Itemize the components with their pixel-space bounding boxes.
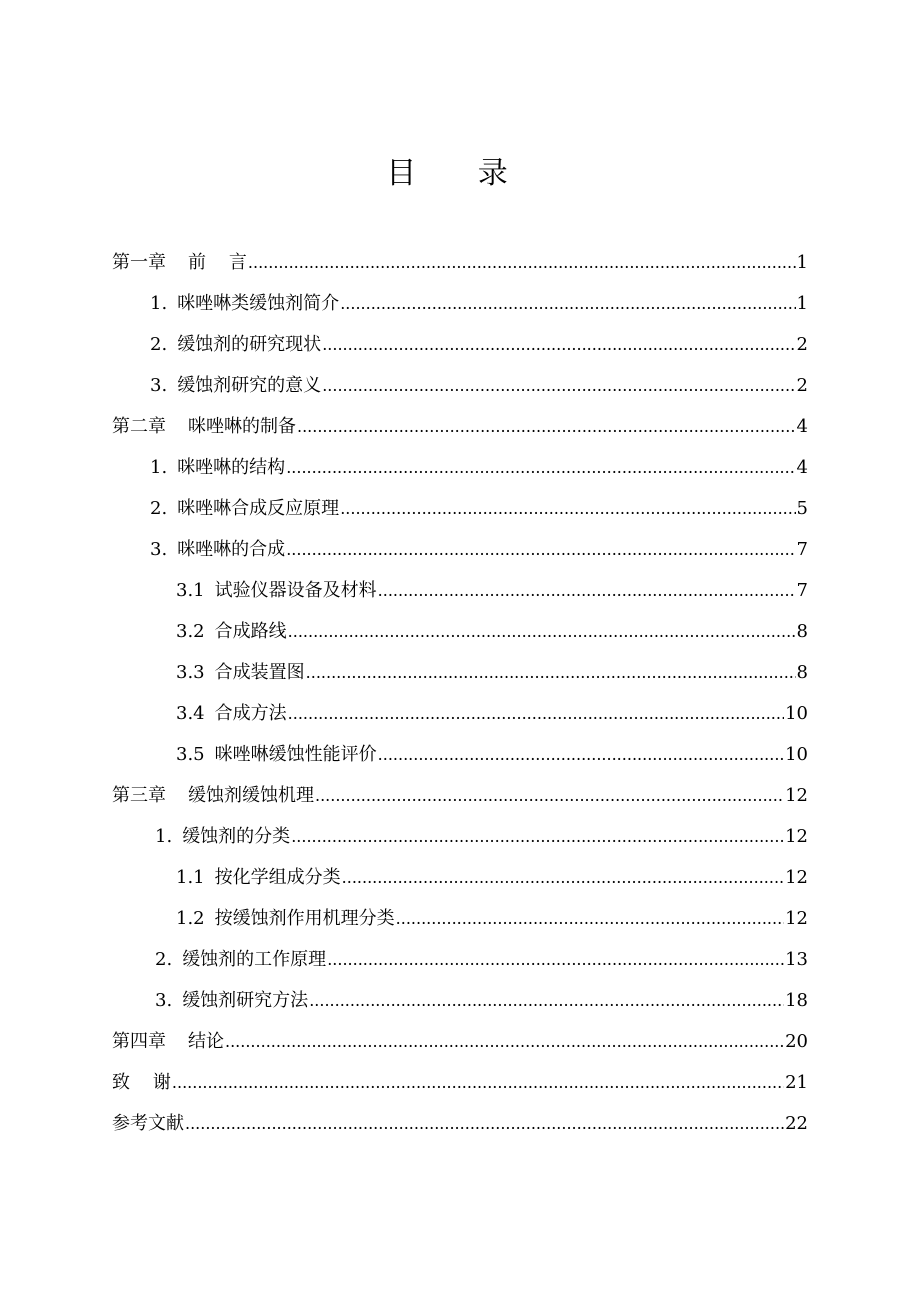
entry-text: 合成路线 <box>214 621 287 642</box>
section-number: 3.2 <box>176 621 205 642</box>
toc-entry-label <box>176 898 395 939</box>
entry-text: 缓蚀剂研究的意义 <box>177 375 322 396</box>
dot-leader <box>225 1021 784 1062</box>
dot-leader <box>288 693 784 734</box>
section-number: 1.1 <box>176 867 205 888</box>
entry-text: 咪唑啉的合成 <box>177 539 286 560</box>
page-title: 目 录 <box>386 156 534 191</box>
page-number: 5 <box>796 498 808 519</box>
toc-entry-label <box>155 980 308 1021</box>
dot-leader <box>315 775 784 816</box>
toc-entry-2-3-5[interactable] <box>112 734 808 775</box>
page-number: 12 <box>785 785 808 806</box>
entry-text: 咪唑啉合成反应原理 <box>177 498 340 519</box>
section-number: 3.4 <box>176 703 205 724</box>
toc-entry-label <box>150 365 321 406</box>
entry-text: 合成装置图 <box>214 662 305 683</box>
dot-leader <box>342 857 784 898</box>
entry-text: 结论 <box>188 1031 224 1052</box>
toc-entry-chapter-2[interactable] <box>112 406 808 447</box>
toc-entry-label <box>176 611 287 652</box>
toc-entry-label <box>150 324 321 365</box>
toc-entry-label <box>112 1062 171 1103</box>
dot-leader <box>288 611 796 652</box>
dot-leader <box>185 1103 784 1144</box>
chapter-label: 第三章 <box>112 785 166 806</box>
page-number: 21 <box>785 1072 808 1093</box>
entry-text: 按缓蚀剂作用机理分类 <box>214 908 395 929</box>
entry-text: 缓蚀剂的研究现状 <box>177 334 322 355</box>
toc-entry-label <box>155 939 326 980</box>
page-number: 8 <box>796 621 808 642</box>
toc-entry-label <box>176 652 305 693</box>
toc-entry-label <box>176 857 341 898</box>
page-number: 20 <box>785 1031 808 1052</box>
toc-entry-2-3-4[interactable] <box>112 693 808 734</box>
dot-leader <box>172 1062 784 1103</box>
section-number: 1. <box>150 293 168 314</box>
section-number: 2. <box>150 334 168 355</box>
toc-entry-label <box>112 406 296 447</box>
section-number: 1. <box>150 457 168 478</box>
page-number: 10 <box>785 703 808 724</box>
toc-entry-label <box>176 570 377 611</box>
section-number: 3. <box>155 990 173 1011</box>
page-number: 12 <box>785 826 808 847</box>
toc-entry-references[interactable] <box>112 1103 808 1144</box>
dot-leader <box>309 980 784 1021</box>
entry-text: 前 言 <box>188 252 247 273</box>
page-number: 7 <box>796 580 808 601</box>
entry-text: 缓蚀剂研究方法 <box>182 990 309 1011</box>
entry-text: 合成方法 <box>214 703 287 724</box>
page-number: 12 <box>785 908 808 929</box>
toc-entry-chapter-4[interactable] <box>112 1021 808 1062</box>
page-number: 2 <box>796 334 808 355</box>
toc-entry-chapter-1[interactable] <box>112 242 808 283</box>
page-number: 18 <box>785 990 808 1011</box>
entry-text: 缓蚀剂缓蚀机理 <box>188 785 314 806</box>
section-number: 3. <box>150 539 168 560</box>
page-number: 4 <box>796 416 808 437</box>
toc-entry-label <box>176 693 287 734</box>
entry-text: 按化学组成分类 <box>214 867 341 888</box>
dot-leader <box>340 488 795 529</box>
toc-entry-3-2[interactable] <box>112 939 808 980</box>
toc-entry-1-1[interactable] <box>112 283 808 324</box>
toc-entry-3-1[interactable] <box>112 816 808 857</box>
dot-leader <box>306 652 796 693</box>
entry-text: 缓蚀剂的分类 <box>182 826 291 847</box>
dot-leader <box>340 283 795 324</box>
table-of-contents <box>112 242 808 1144</box>
page-number: 12 <box>785 867 808 888</box>
section-number: 3.1 <box>176 580 205 601</box>
page-number: 1 <box>796 252 808 273</box>
entry-text: 试验仪器设备及材料 <box>214 580 377 601</box>
entry-text: 咪唑啉缓蚀性能评价 <box>214 744 377 765</box>
dot-leader <box>322 324 795 365</box>
entry-text: 咪唑啉的制备 <box>188 416 296 437</box>
toc-entry-2-3-1[interactable] <box>112 570 808 611</box>
toc-entry-2-2[interactable] <box>112 488 808 529</box>
toc-entry-chapter-3[interactable] <box>112 775 808 816</box>
page-number: 10 <box>785 744 808 765</box>
entry-text: 缓蚀剂的工作原理 <box>182 949 327 970</box>
toc-entry-label <box>150 283 339 324</box>
dot-leader <box>291 816 784 857</box>
dot-leader <box>286 447 795 488</box>
dot-leader <box>327 939 784 980</box>
page-number: 7 <box>796 539 808 560</box>
toc-entry-label <box>176 734 377 775</box>
chapter-label: 第一章 <box>112 252 166 273</box>
section-number: 3.5 <box>176 744 205 765</box>
toc-entry-2-1[interactable] <box>112 447 808 488</box>
toc-entry-label <box>112 775 314 816</box>
section-number: 3.3 <box>176 662 205 683</box>
section-number: 2. <box>150 498 168 519</box>
entry-text: 咪唑啉的结构 <box>177 457 286 478</box>
dot-leader <box>286 529 795 570</box>
toc-entry-label <box>150 529 285 570</box>
toc-entry-2-3[interactable] <box>112 529 808 570</box>
toc-entry-acknowledgements[interactable] <box>112 1062 808 1103</box>
toc-entry-3-1-1[interactable] <box>112 857 808 898</box>
toc-entry-2-3-2[interactable] <box>112 611 808 652</box>
dot-leader <box>396 898 784 939</box>
chapter-label: 第二章 <box>112 416 166 437</box>
page-number: 1 <box>796 293 808 314</box>
section-number: 3. <box>150 375 168 396</box>
toc-entry-3-1-2[interactable] <box>112 898 808 939</box>
section-number: 2. <box>155 949 173 970</box>
dot-leader <box>378 734 784 775</box>
toc-entry-label <box>112 1103 184 1144</box>
page-number: 22 <box>785 1113 808 1134</box>
dot-leader <box>378 570 796 611</box>
page-number: 13 <box>785 949 808 970</box>
toc-entry-label <box>112 1021 224 1062</box>
dot-leader <box>248 242 796 283</box>
toc-entry-3-3[interactable] <box>112 980 808 1021</box>
chapter-label: 第四章 <box>112 1031 166 1052</box>
entry-text: 咪唑啉类缓蚀剂简介 <box>177 293 340 314</box>
toc-entry-label <box>150 447 285 488</box>
entry-text: 参考文献 <box>112 1113 184 1134</box>
toc-entry-1-2[interactable] <box>112 324 808 365</box>
dot-leader <box>322 365 795 406</box>
toc-entry-2-3-3[interactable] <box>112 652 808 693</box>
dot-leader <box>297 406 796 447</box>
toc-entry-1-3[interactable] <box>112 365 808 406</box>
page-number: 8 <box>796 662 808 683</box>
section-number: 1.2 <box>176 908 205 929</box>
entry-text: 致 谢 <box>112 1072 171 1093</box>
toc-entry-label <box>155 816 290 857</box>
page-number: 4 <box>796 457 808 478</box>
section-number: 1. <box>155 826 173 847</box>
toc-entry-label <box>112 242 247 283</box>
toc-entry-label <box>150 488 339 529</box>
page-number: 2 <box>796 375 808 396</box>
